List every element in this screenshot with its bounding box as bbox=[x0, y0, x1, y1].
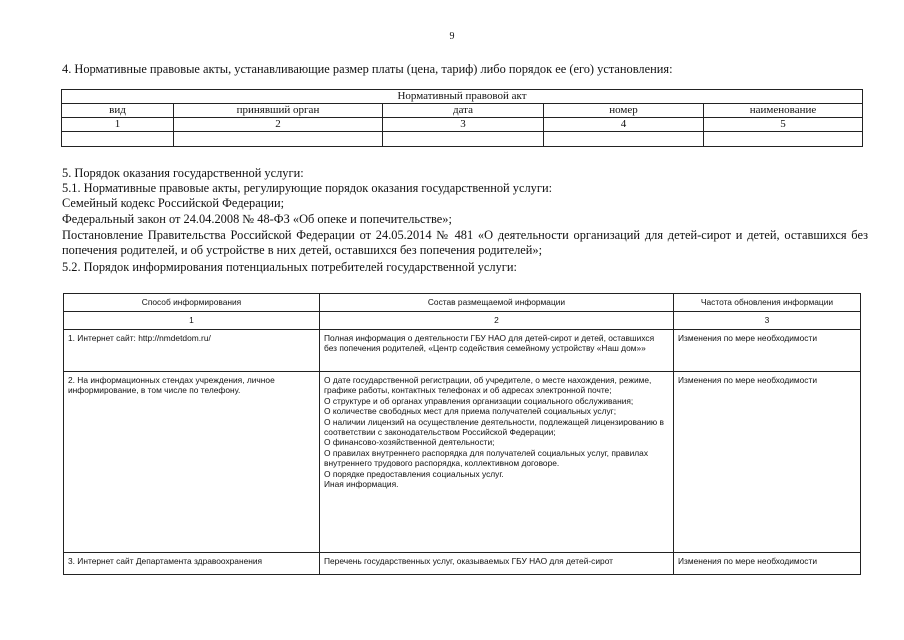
content-line: Иная информация. bbox=[324, 479, 399, 490]
section5-heading: 5. Порядок оказания государственной услуги: bbox=[62, 166, 304, 180]
method-cell: 3. Интернет сайт Департамента здравоохранения bbox=[64, 553, 320, 575]
content-line: О количестве свободных мест для приема получателей социальных услуг; bbox=[324, 406, 617, 417]
column-header: Способ информирования bbox=[64, 294, 320, 312]
table-header-row bbox=[62, 104, 863, 118]
table-cell bbox=[544, 132, 704, 147]
column-number: 1 bbox=[62, 118, 174, 132]
act-item: Федеральный закон от 24.04.2008 № 48-ФЗ «Об опеке и попечительстве»; bbox=[62, 212, 452, 226]
column-header: принявший орган bbox=[174, 104, 383, 118]
section4-heading: 4. Нормативные правовые акты, устанавливающие размер платы (цена, тариф) либо порядок ее (его) установления: bbox=[62, 62, 673, 76]
table-row bbox=[64, 553, 861, 575]
act-item: Постановление Правительства Российской Федерации от 24.05.2014 № 481 «О деятельности организаций для детей-сирот и детей, оставшихся без попечения родителей, и об устройстве в них детей, оставшихся без попечения родителей»; bbox=[62, 228, 868, 257]
section5-1-heading: 5.1. Нормативные правовые акты, регулирующие порядок оказания государственной услуги: bbox=[62, 181, 553, 195]
page-number: 9 bbox=[449, 31, 455, 42]
content-line: Полная информация о деятельности ГБУ НАО для детей-сирот и детей, оставшихся без попечения родителей, «Центр содействия семейному устройству «Наш дом»» bbox=[324, 333, 655, 354]
content-line: О структуре и об органах управления организации социального обслуживания; bbox=[324, 395, 634, 406]
content-line: О правилах внутреннего распорядка для получателей социальных услуг, правилах внутреннего трудового распорядка, коллективном договоре. bbox=[324, 447, 649, 469]
table-cell bbox=[383, 132, 544, 147]
content-line: О дате государственной регистрации, об учредителе, о месте нахождения, режиме, графике работы, контактных телефонах и об адресах электронной почте; bbox=[324, 375, 652, 396]
content-cell bbox=[320, 372, 674, 553]
frequency-cell: Изменения по мере необходимости bbox=[674, 330, 861, 372]
informing-table bbox=[63, 293, 861, 575]
column-header: Частота обновления информации bbox=[674, 294, 861, 312]
column-number: 1 bbox=[64, 312, 320, 330]
column-header: номер bbox=[544, 104, 704, 118]
column-number: 2 bbox=[320, 312, 674, 330]
column-header: вид bbox=[62, 104, 174, 118]
table-header-row bbox=[64, 294, 861, 312]
column-number: 2 bbox=[174, 118, 383, 132]
table-row bbox=[62, 132, 863, 147]
frequency-cell: Изменения по мере необходимости bbox=[674, 553, 861, 575]
method-cell: 2. На информационных стендах учреждения, личное информирование, в том числе по телефону. bbox=[64, 372, 320, 553]
normative-acts-table bbox=[61, 89, 863, 147]
content-cell bbox=[320, 330, 674, 372]
content-line: О наличии лицензий на осуществление деятельности, подлежащей лицензированию в соответствии с законодательством Российской Федерации; bbox=[324, 416, 664, 438]
group-header-cell: Нормативный правовой акт bbox=[62, 90, 863, 104]
act-item: Семейный кодекс Российской Федерации; bbox=[62, 196, 285, 210]
section5-2-heading: 5.2. Порядок информирования потенциальных потребителей государственной услуги: bbox=[62, 260, 517, 274]
column-number: 3 bbox=[383, 118, 544, 132]
method-cell: 1. Интернет сайт: http://nmdetdom.ru/ bbox=[64, 330, 320, 372]
content-cell bbox=[320, 553, 674, 575]
column-number: 5 bbox=[704, 118, 863, 132]
table-group-header-row bbox=[62, 90, 863, 104]
table-cell bbox=[704, 132, 863, 147]
content-line: О финансово-хозяйственной деятельности; bbox=[324, 437, 495, 448]
column-number-row bbox=[64, 312, 861, 330]
content-line: Перечень государственных услуг, оказываемых ГБУ НАО для детей-сирот bbox=[324, 556, 614, 566]
column-number: 3 bbox=[674, 312, 861, 330]
frequency-cell: Изменения по мере необходимости bbox=[674, 372, 861, 553]
column-header: дата bbox=[383, 104, 544, 118]
table-cell bbox=[62, 132, 174, 147]
table-row bbox=[64, 372, 861, 553]
column-header: наименование bbox=[704, 104, 863, 118]
column-number-row bbox=[62, 118, 863, 132]
content-line: О порядке предоставления социальных услуг. bbox=[324, 468, 504, 479]
table-cell bbox=[174, 132, 383, 147]
column-header: Состав размещаемой информации bbox=[320, 294, 674, 312]
column-number: 4 bbox=[544, 118, 704, 132]
table-row bbox=[64, 330, 861, 372]
